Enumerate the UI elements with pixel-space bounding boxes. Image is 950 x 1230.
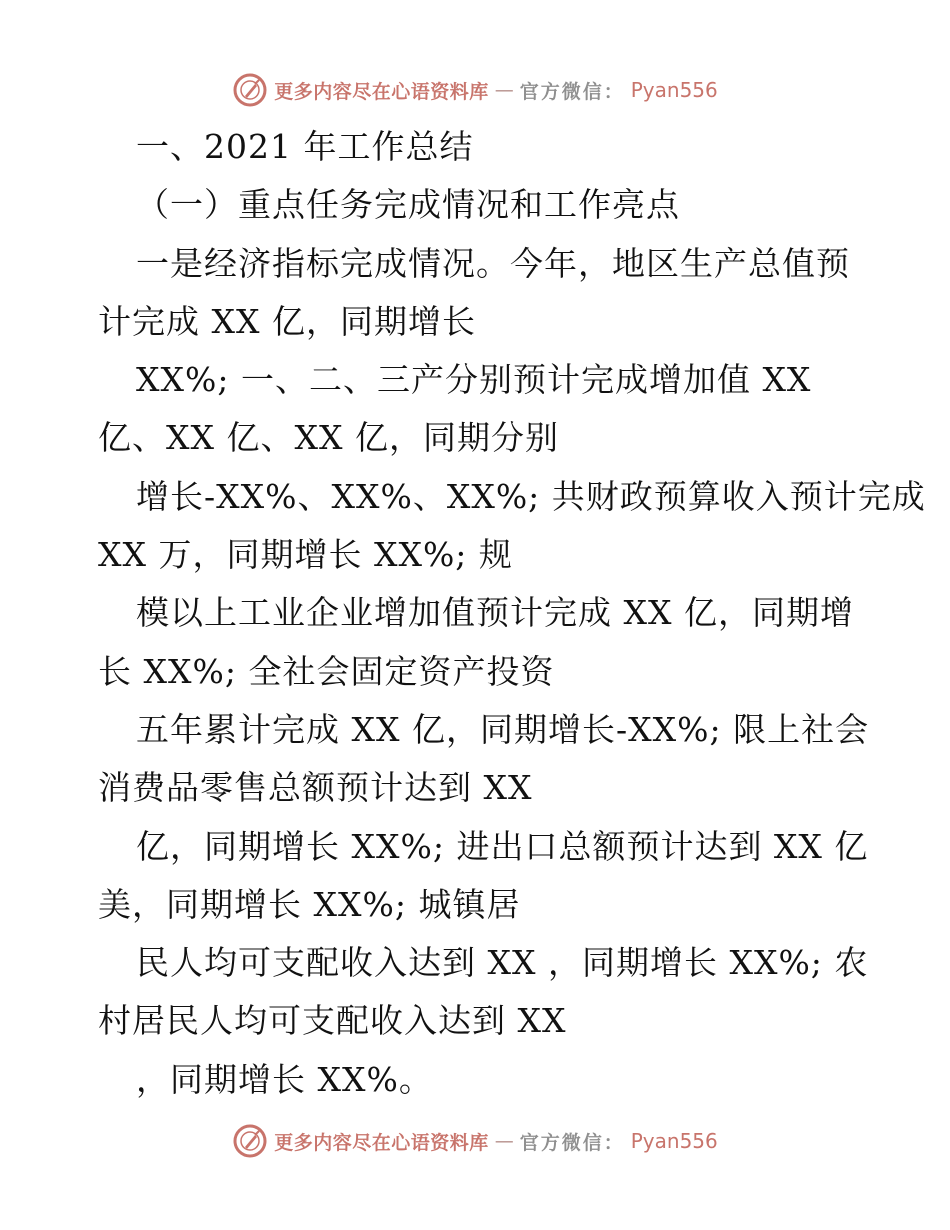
footer-watermark [0,1121,950,1161]
document-line: 亿、XX 亿、XX 亿，同期分别 [98,418,559,458]
watermark-label: 官方微信： [519,1131,625,1154]
watermark-label: 官方微信： [519,80,625,103]
document-line: 增长-XX%、XX%、XX%; 共财政预算收入预计完成 [136,476,926,516]
header-watermark [0,70,950,110]
document-line: ，同期增长 XX%。 [136,1059,433,1099]
document-line: 长 XX%; 全社会固定资产投资 [98,651,555,691]
watermark-id: Pyan556 [630,78,718,102]
document-line: XX%; 一、二、三产分别预计完成增加值 XX [136,360,812,400]
watermark-separator: — [494,79,514,101]
pen-nib-logo-icon [232,1123,268,1159]
watermark-separator: — [494,1130,514,1152]
document-line: 民人均可支配收入达到 XX ，同期增长 XX%; 农 [136,943,869,983]
pen-nib-logo-icon [232,72,268,108]
document-line: 一是经济指标完成情况。今年，地区生产总值预 [136,243,850,283]
document-line: 美，同期增长 XX%; 城镇居 [98,884,521,924]
watermark-text: 更多内容尽在心语资料库 [274,1131,489,1154]
document-line: 亿，同期增长 XX%; 进出口总额预计达到 XX 亿 [136,826,869,866]
document-line: XX 万，同期增长 XX%; 规 [98,535,513,575]
document-line: 五年累计完成 XX 亿，同期增长-XX%; 限上社会 [136,709,870,749]
watermark-id: Pyan556 [630,1129,718,1153]
document-line: 一、2021 年工作总结 [136,127,474,166]
document-body [98,118,926,1109]
document-line: 模以上工业企业增加值预计完成 XX 亿，同期增 [136,593,854,633]
document-line: （一）重点任务完成情况和工作亮点 [136,185,680,225]
document-line: 村居民人均可支配收入达到 XX [98,1001,567,1041]
watermark-text: 更多内容尽在心语资料库 [274,80,489,103]
document-line: 消费品零售总额预计达到 XX [98,768,533,808]
document-line: 计完成 XX 亿，同期增长 [98,301,476,341]
